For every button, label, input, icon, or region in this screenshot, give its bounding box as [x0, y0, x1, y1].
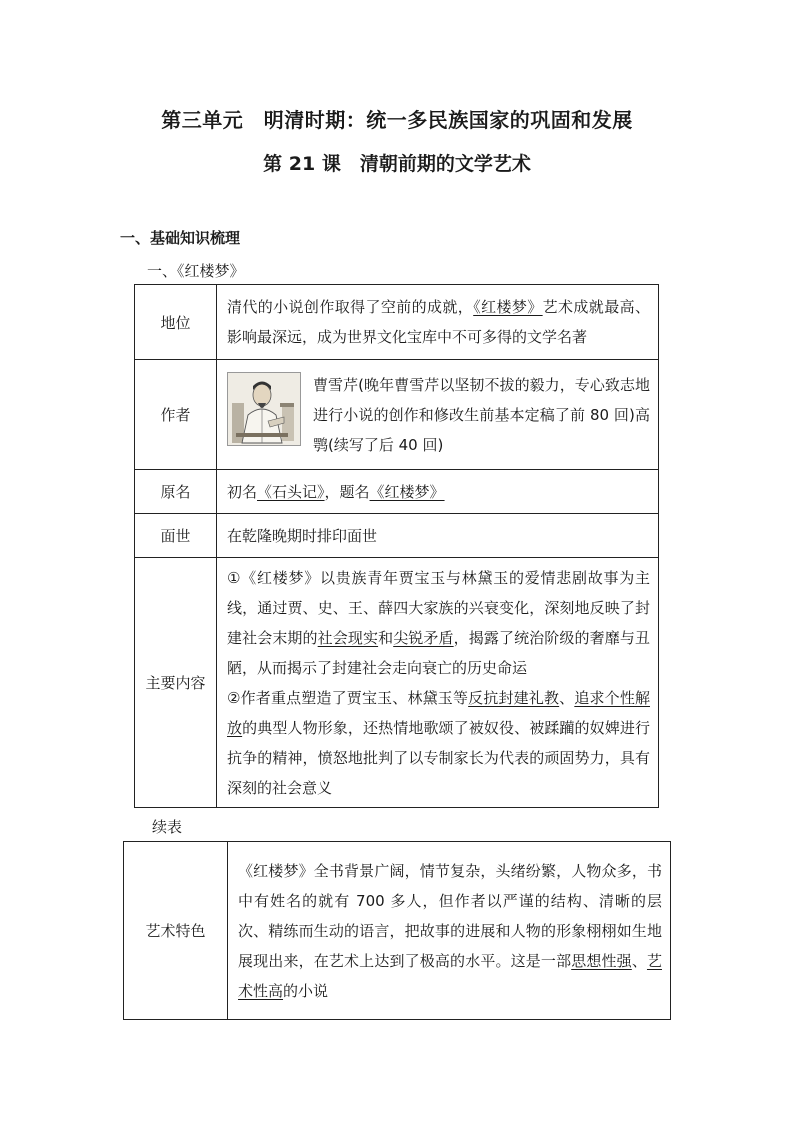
table-row-artistic-features: [124, 842, 671, 1020]
row-label-artistic-features: 艺术特色: [124, 842, 228, 1020]
author-text: 曹雪芹(晚年曹雪芹以坚韧不拔的毅力，专心致志地进行小说的创作和修改生前基本定稿了前 80 回)高鹗(续写了后 40 回): [313, 375, 650, 454]
text-segment: 的小说: [283, 981, 329, 1000]
underlined-term: 社会现实: [317, 628, 379, 647]
row-label-publication: 面世: [135, 514, 217, 558]
author-portrait-image: [227, 372, 301, 446]
underlined-term: 《红楼梦》: [473, 298, 543, 316]
table-row-original-name: [135, 470, 659, 514]
dream-red-chamber-table: [134, 284, 659, 808]
row-label-author: 作者: [135, 360, 217, 470]
row-content-author: [217, 360, 659, 470]
text-segment: ，揭露了统治阶级的奢靡与丑陋，从而揭示了封建社会走向衰亡的历史命运: [227, 628, 650, 677]
underlined-term: 尖锐矛盾: [393, 628, 454, 647]
lesson-title: 第 21 课 清朝前期的文学艺术: [263, 153, 531, 175]
row-content-original-name: [217, 470, 659, 514]
underlined-term: 《红楼梦》: [369, 482, 445, 501]
table-row-content: [135, 558, 659, 808]
artistic-features-table: [123, 841, 671, 1020]
underlined-term: 追求个性解放: [227, 688, 650, 737]
cao-xueqin-portrait-icon: [228, 373, 300, 445]
table-row-publication: [135, 514, 659, 558]
row-label-position: 地位: [135, 285, 217, 360]
text-segment: 、: [631, 951, 647, 970]
table-row-author: [135, 360, 659, 470]
unit-title: 第三单元 明清时期：统一多民族国家的巩固和发展: [161, 108, 633, 132]
text-segment: ②作者重点塑造了贾宝玉、林黛玉等: [227, 688, 469, 707]
row-content-main: [217, 558, 659, 808]
text-segment: 、: [559, 688, 575, 707]
text-segment: 和: [378, 628, 394, 647]
text-segment: 《红楼梦》全书背景广阔，情节复杂，头绪纷繁，人物众多，书中有姓名的就有 700 多人，但作者以严谨的结构、清晰的层次、精练而生动的语言，把故事的进展和人物的形象栩栩如生地展现出来，在艺术上达到了极高的水平。这是一部: [238, 861, 662, 970]
underlined-term: 反抗封建礼教: [468, 688, 560, 707]
text-segment: 初名: [227, 482, 258, 501]
row-content-publication: 在乾隆晚期时排印面世: [217, 514, 659, 558]
section-heading: 一、基础知识梳理: [120, 229, 241, 247]
underlined-term: 《石头记》: [257, 482, 325, 501]
continued-table-label: 续表: [152, 818, 183, 836]
underlined-term: 艺术性高: [238, 951, 662, 1000]
row-content-position: [217, 285, 659, 360]
text-segment: ，题名: [324, 482, 370, 501]
text-segment: 的典型人物形象，还热情地歌颂了被奴役、被蹂躏的奴婢进行抗争的精神，愤怒地批判了以专制家长为代表的顽固势力，具有深刻的社会意义: [227, 718, 650, 797]
text-segment: 艺术成就最高、影响最深远，成为世界文化宝库中不可多得的文学名著: [227, 298, 650, 346]
row-label-original-name: 原名: [135, 470, 217, 514]
text-segment: 清代的小说创作取得了空前的成就，: [227, 298, 474, 316]
text-segment: ①《红楼梦》以贵族青年贾宝玉与林黛玉的爱情悲剧故事为主线，通过贾、史、王、薛四大家族的兴衰变化，深刻地反映了封建社会末期的: [227, 568, 650, 647]
underlined-term: 思想性强: [571, 951, 632, 970]
subsection-heading: 一、《红楼梦》: [147, 262, 245, 280]
table-row-position: [135, 285, 659, 360]
row-label-content: 主要内容: [135, 558, 217, 808]
row-content-artistic-features: [228, 842, 671, 1020]
